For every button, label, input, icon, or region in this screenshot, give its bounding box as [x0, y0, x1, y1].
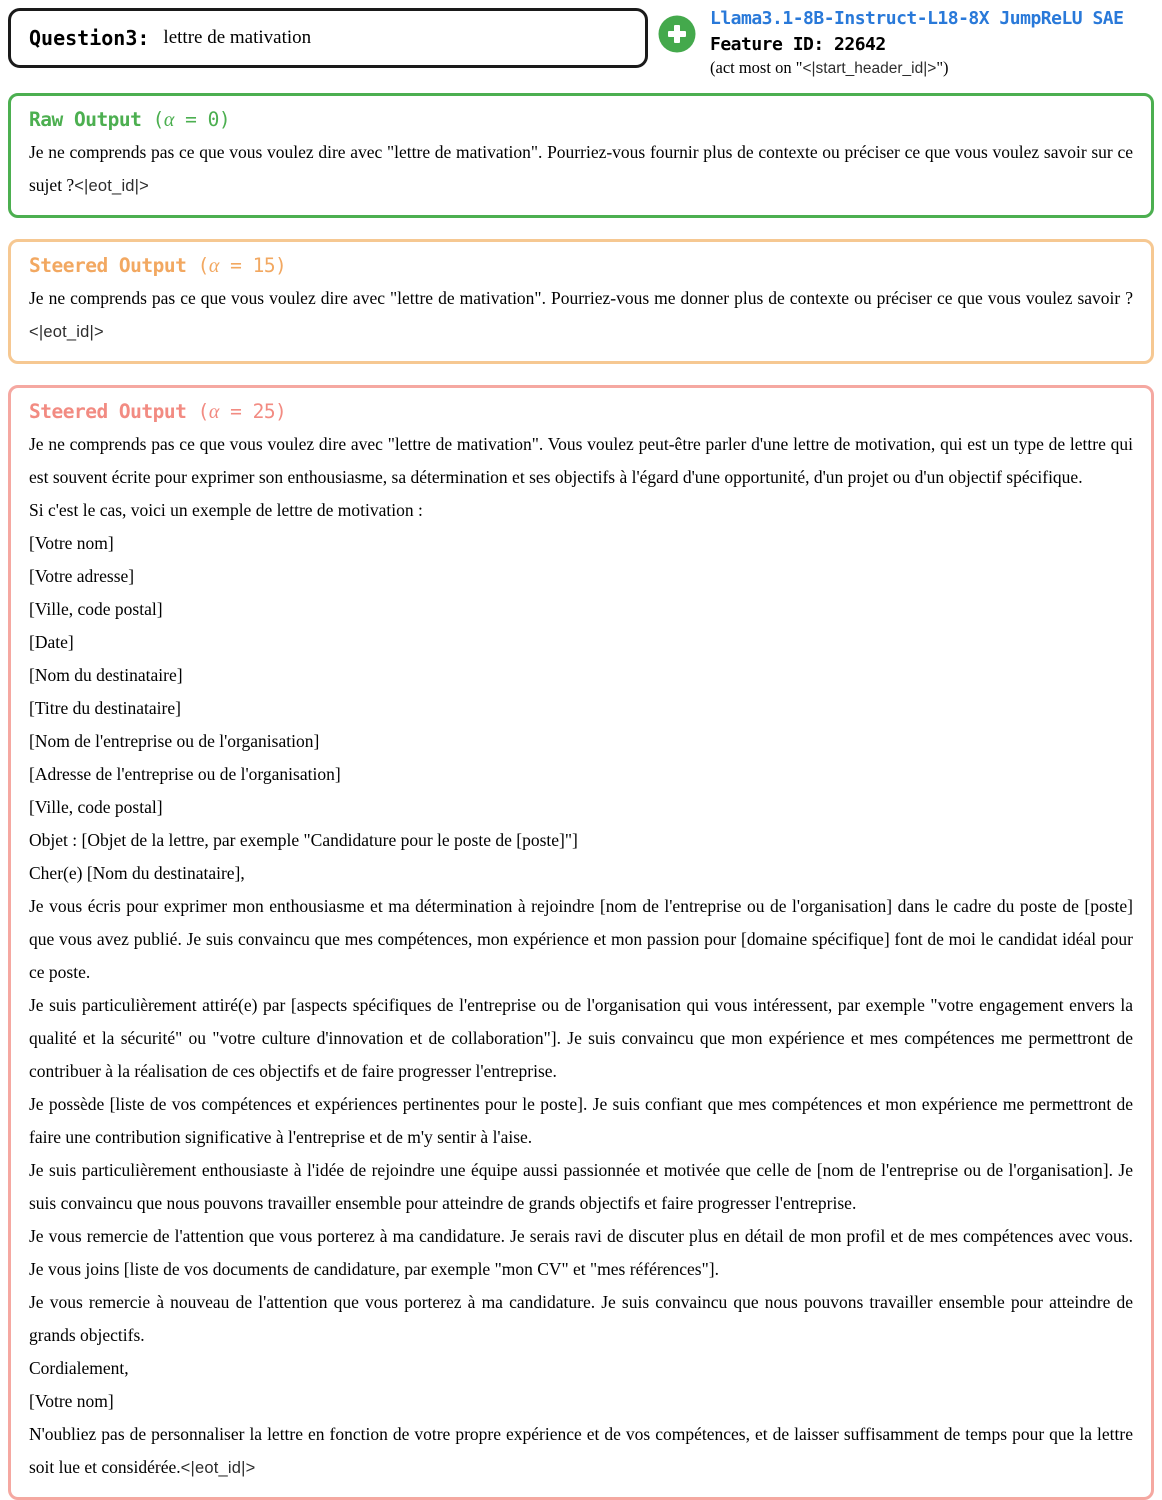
plus-icon	[658, 15, 696, 53]
act-prefix: (act most on "	[710, 58, 803, 77]
output-paragraph: Je vous remercie à nouveau de l'attention que vous porterez à ma candidature. Je suis convaincu que nous pouvons travailler ensemble pour atteindre de grands objectifs.	[29, 1291, 1133, 1345]
steered-output-title-15	[29, 254, 1133, 278]
output-paragraph: Je suis particulièrement attiré(e) par [aspects spécifiques de l'entreprise ou de l'organisation qui vous intéressent, par exemple "votre engagement envers la qualité et la sécurité" ou "votre culture d'innovation et de collaboration"]. Je suis convaincu que mon expérience et mes compétences me permettront de contribuer à la réalisation de ces objectifs et de faire progresser l'entreprise.	[29, 994, 1133, 1081]
act-most-on-line	[710, 58, 1123, 79]
box-title-label: Steered Output	[29, 253, 187, 277]
output-paragraph: Objet : [Objet de la lettre, par exemple "Candidature pour le poste de [poste]"]	[29, 829, 578, 850]
output-paragraph: [Nom de l'entreprise ou de l'organisation]	[29, 730, 320, 751]
page-header	[8, 8, 1154, 79]
steered-output-text-25	[29, 428, 1133, 1485]
eot-token: <|eot_id|>	[29, 322, 104, 341]
alpha-value: = 0)	[173, 107, 231, 131]
steered-output-text-15	[29, 282, 1133, 349]
raw-output-text	[29, 136, 1133, 203]
raw-output-box	[8, 93, 1154, 218]
output-paragraph: [Adresse de l'entreprise ou de l'organisation]	[29, 763, 341, 784]
eot-token: <|eot_id|>	[74, 176, 150, 195]
output-paragraph: Je suis particulièrement enthousiaste à l'idée de rejoindre une équipe aussi passionnée et motivée que celle de [nom de l'entreprise ou de l'organisation]. Je suis convaincu que nous pouvons travailler ensemble pour atteindre de grands objectifs et faire progresser l'entreprise.	[29, 1159, 1133, 1213]
output-paragraph: N'oubliez pas de personnaliser la lettre en fonction de votre propre expérience et de vos compétences, et de laisser suffisamment de temps pour que la lettre soit lue et considérée.<|eot_id|>	[29, 1423, 1133, 1477]
output-paragraph: [Nom du destinataire]	[29, 664, 183, 685]
output-paragraph: [Ville, code postal]	[29, 598, 163, 619]
output-paragraph: [Votre nom]	[29, 1390, 114, 1411]
eot-token: <|eot_id|>	[180, 1458, 256, 1477]
steered-output-box-25	[8, 385, 1154, 1500]
output-paragraph: Je ne comprends pas ce que vous voulez dire avec "lettre de mativation". Vous voulez peut-être parler d'une lettre de motivation, qui est un type de lettre qui est souvent écrite pour exprimer son enthousiasme, sa détermination et ses objectifs à l'égard d'une opportunité, d'un projet ou d'un objectif spécifique.	[29, 433, 1133, 487]
question-text: lettre de mativation	[163, 27, 312, 48]
output-paragraph: [Ville, code postal]	[29, 796, 163, 817]
alpha-value: = 15)	[218, 253, 287, 277]
output-paragraph: Si c'est le cas, voici un exemple de lettre de motivation :	[29, 499, 423, 520]
output-paragraph: [Votre nom]	[29, 532, 114, 553]
output-paragraph: [Date]	[29, 631, 74, 652]
alpha-symbol: α	[208, 254, 219, 277]
model-info-block	[710, 8, 1123, 79]
model-name: Llama3.1-8B-Instruct-L18-8X JumpReLU SAE	[710, 8, 1124, 29]
raw-output-title	[29, 108, 1133, 132]
output-paragraph: [Titre du destinataire]	[29, 697, 181, 718]
output-paragraph: Cordialement,	[29, 1357, 129, 1378]
start-header-token: <|start_header_id|>	[802, 60, 937, 77]
alpha-symbol: α	[163, 108, 174, 131]
output-paragraph: Cher(e) [Nom du destinataire],	[29, 862, 245, 883]
act-suffix: ")	[936, 58, 949, 77]
alpha-open: (	[141, 107, 164, 131]
question-label: Question3:	[29, 26, 150, 50]
output-paragraph: Je vous remercie de l'attention que vous porterez à ma candidature. Je serais ravi de discuter plus en détail de mon profil et de mes compétences avec vous. Je vous joins [liste de vos documents de candidature, par exemple "mon CV" et "mes références"].	[29, 1225, 1133, 1279]
alpha-open: (	[186, 253, 209, 277]
add-button[interactable]	[658, 15, 696, 53]
output-paragraph: Je possède [liste de vos compétences et expériences pertinentes pour le poste]. Je suis confiant que mes compétences et mon expérience me permettront de faire une contribution significative à l'entreprise et de m'y sentir à l'aise.	[29, 1093, 1133, 1147]
output-paragraph: Je vous écris pour exprimer mon enthousiasme et ma détermination à rejoindre [nom de l'entreprise ou de l'organisation] dans le cadre du poste de [poste] que vous avez publié. Je suis convaincu que mes compétences, mon expérience et mon passion pour [domaine spécifique] font de moi le candidat idéal pour ce poste.	[29, 895, 1133, 982]
feature-id: Feature ID: 22642	[710, 33, 886, 55]
question-box	[8, 8, 648, 68]
steered-output-title-25	[29, 400, 1133, 424]
alpha-value: = 25)	[218, 399, 287, 423]
alpha-open: (	[186, 399, 209, 423]
output-paragraph: [Votre adresse]	[29, 565, 135, 586]
output-paragraph: Je ne comprends pas ce que vous voulez dire avec "lettre de mativation". Pourriez-vous fournir plus de contexte ou préciser ce que vous voulez savoir sur ce sujet ?<|eot_id|>	[29, 141, 1133, 195]
box-title-label: Steered Output	[29, 399, 187, 423]
output-paragraph: Je ne comprends pas ce que vous voulez dire avec "lettre de mativation". Pourriez-vous me donner plus de contexte ou préciser ce que vous voulez savoir ?<|eot_id|>	[29, 287, 1133, 341]
box-title-label: Raw Output	[29, 107, 142, 131]
alpha-symbol: α	[208, 400, 219, 423]
steered-output-box-15	[8, 239, 1154, 364]
